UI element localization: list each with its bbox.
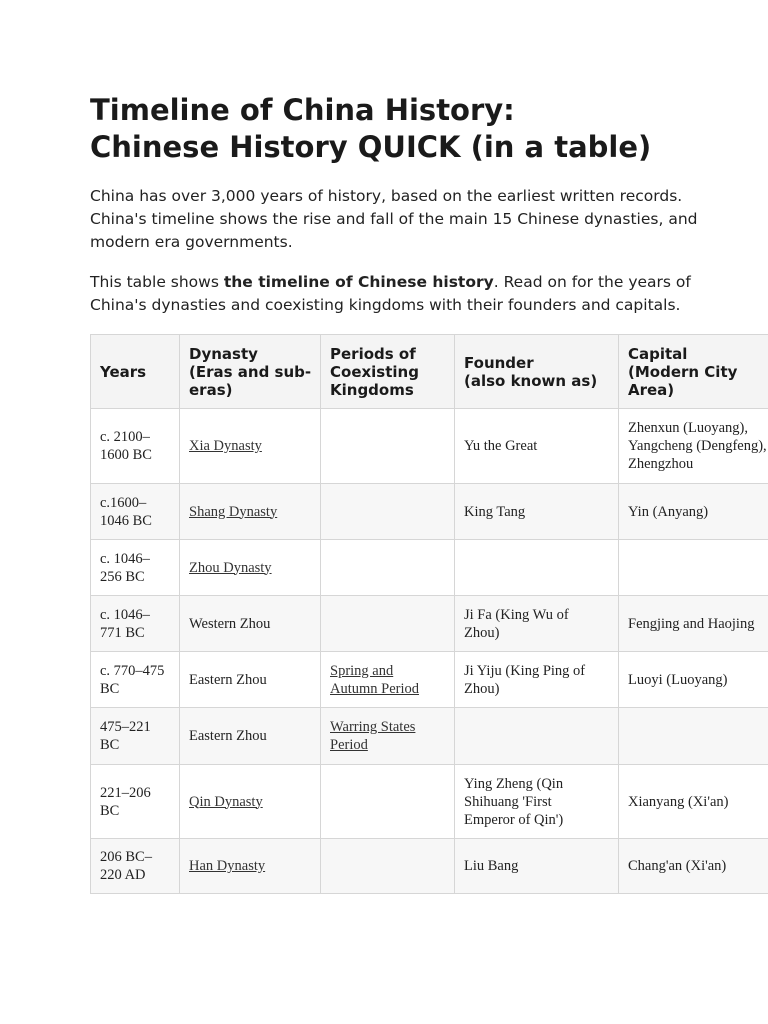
timeline-table (90, 334, 768, 894)
cell-founder (455, 484, 619, 540)
cell-years (91, 839, 180, 894)
table-row (91, 484, 768, 540)
table-intro-prefix: This table shows (90, 273, 224, 291)
cell-dynasty (180, 484, 321, 540)
cell-dynasty (180, 409, 321, 484)
title-line: Chinese History QUICK (in a table) (90, 130, 652, 164)
cell-capital-line: Zhenxun (Luoyang), (628, 420, 748, 436)
cell-founder (455, 765, 619, 839)
cell-years-line: 1046 BC (100, 512, 152, 529)
cell-period-link[interactable]: Spring and (330, 662, 394, 679)
cell-years-line: 220 AD (100, 867, 146, 883)
table-intro-suffix: . Read on for the years of (493, 273, 691, 291)
table-row (91, 540, 768, 596)
intro-line: China has over 3,000 years of history, based on the earliest written records. (90, 187, 683, 205)
cell-capital (619, 409, 768, 484)
cell-dynasty (180, 540, 321, 596)
cell-founder (455, 652, 619, 708)
cell-founder-line: Ying Zheng (Qin (464, 775, 564, 792)
table-header-row (91, 335, 768, 409)
cell-years-line: BC (100, 737, 120, 753)
cell-period-link[interactable]: Warring States (330, 719, 416, 735)
cell-dynasty (180, 596, 321, 652)
cell-capital-line: Luoyi (Luoyang) (628, 671, 728, 688)
cell-dynasty (180, 839, 321, 894)
dynasty-link[interactable]: Han Dynasty (189, 858, 266, 874)
intro-line: modern era governments. (90, 233, 293, 251)
cell-capital (619, 596, 768, 652)
cell-years-line: 1600 BC (100, 447, 152, 463)
cell-years (91, 540, 180, 596)
cell-founder-line: Yu the Great (464, 438, 538, 454)
cell-period (321, 652, 455, 708)
table-intro-line: China's dynasties and coexisting kingdoms with their founders and capitals. (90, 296, 681, 314)
table-intro-paragraph (90, 271, 760, 317)
header-dynasty (180, 335, 321, 409)
cell-dynasty (180, 652, 321, 708)
header-founder-line: (also known as) (464, 371, 598, 390)
cell-founder (455, 596, 619, 652)
header-dynasty-line: (Eras and sub- (189, 362, 312, 381)
dynasty-link[interactable]: Xia Dynasty (189, 438, 262, 454)
cell-years (91, 484, 180, 540)
cell-years (91, 708, 180, 765)
header-periods-line: Periods of (330, 344, 416, 363)
dynasty-link[interactable]: Qin Dynasty (189, 793, 263, 810)
cell-years-line: c. 1046– (100, 550, 150, 567)
header-dynasty-line: eras) (189, 380, 233, 399)
header-periods (321, 335, 455, 409)
table-row (91, 652, 768, 708)
cell-capital-line: Xianyang (Xi'an) (628, 793, 729, 810)
intro-line: China's timeline shows the rise and fall of the main 15 Chinese dynasties, and (90, 210, 698, 228)
cell-years-line: c. 2100– (100, 429, 150, 445)
header-capital-line: (Modern City (628, 362, 738, 381)
cell-dynasty (180, 708, 321, 765)
cell-founder-line: King Tang (464, 503, 526, 520)
header-periods-line: Coexisting (330, 362, 419, 381)
cell-founder-line: Ji Yiju (King Ping of (464, 662, 586, 679)
cell-years (91, 652, 180, 708)
cell-founder-line: Zhou) (464, 680, 500, 697)
cell-period (321, 839, 455, 894)
cell-capital (619, 484, 768, 540)
cell-founder-line: Zhou) (464, 624, 500, 641)
cell-years (91, 765, 180, 839)
header-dynasty-line: Dynasty (189, 344, 258, 363)
cell-capital-line: Yin (Anyang) (628, 503, 709, 520)
header-capital-line: Capital (628, 344, 688, 363)
header-founder (455, 335, 619, 409)
cell-period (321, 409, 455, 484)
cell-capital (619, 540, 768, 596)
cell-founder-line: Liu Bang (464, 858, 519, 874)
dynasty-name: Eastern Zhou (189, 671, 267, 688)
cell-period (321, 540, 455, 596)
cell-founder-line: Emperor of Qin') (464, 811, 564, 828)
cell-dynasty (180, 765, 321, 839)
page-title (90, 92, 750, 166)
table-intro-line (90, 271, 760, 294)
cell-founder (455, 409, 619, 484)
dynasty-name: Western Zhou (189, 615, 271, 632)
cell-years-line: 256 BC (100, 568, 145, 585)
cell-capital-line: Chang'an (Xi'an) (628, 858, 727, 874)
table-row (91, 839, 768, 894)
cell-capital (619, 839, 768, 894)
intro-paragraph (90, 185, 760, 254)
cell-founder (455, 708, 619, 765)
cell-years (91, 596, 180, 652)
cell-founder-line: Shihuang 'First (464, 793, 552, 810)
header-founder-line: Founder (464, 353, 534, 372)
table-body (91, 409, 768, 894)
cell-capital-line: Yangcheng (Dengfeng), (628, 438, 767, 454)
table-row (91, 708, 768, 765)
cell-years-line: c. 770–475 (100, 662, 165, 679)
header-capital (619, 335, 768, 409)
table-intro-bold: the timeline of Chinese history (223, 273, 494, 291)
dynasty-name: Eastern Zhou (189, 728, 267, 744)
table-row (91, 765, 768, 839)
title-line: Timeline of China History: (90, 93, 515, 127)
cell-period-link[interactable]: Autumn Period (330, 680, 420, 697)
cell-years-line: 771 BC (100, 624, 145, 641)
cell-years-line: BC (100, 802, 120, 819)
cell-capital (619, 708, 768, 765)
cell-founder (455, 839, 619, 894)
cell-years-line: 221–206 (100, 784, 151, 801)
cell-capital (619, 652, 768, 708)
cell-years-line: 206 BC– (100, 849, 152, 865)
cell-period (321, 596, 455, 652)
cell-period (321, 765, 455, 839)
header-years-label: Years (100, 362, 147, 381)
cell-years (91, 409, 180, 484)
header-periods-line: Kingdoms (330, 380, 414, 399)
cell-years-line: c.1600– (100, 494, 147, 511)
cell-years-line: c. 1046– (100, 606, 150, 623)
cell-years-line: BC (100, 680, 120, 697)
cell-founder (455, 540, 619, 596)
table-row (91, 596, 768, 652)
cell-capital-line: Fengjing and Haojing (628, 615, 755, 632)
header-years (91, 335, 180, 409)
cell-years-line: 475–221 (100, 719, 151, 735)
cell-capital-line: Zhengzhou (628, 456, 694, 472)
header-capital-line: Area) (628, 380, 675, 399)
cell-period-link[interactable]: Period (330, 737, 368, 753)
cell-period (321, 708, 455, 765)
cell-period (321, 484, 455, 540)
dynasty-link[interactable]: Shang Dynasty (189, 503, 278, 520)
dynasty-link[interactable]: Zhou Dynasty (189, 559, 272, 576)
cell-founder-line: Ji Fa (King Wu of (464, 606, 569, 623)
table-row (91, 409, 768, 484)
cell-capital (619, 765, 768, 839)
